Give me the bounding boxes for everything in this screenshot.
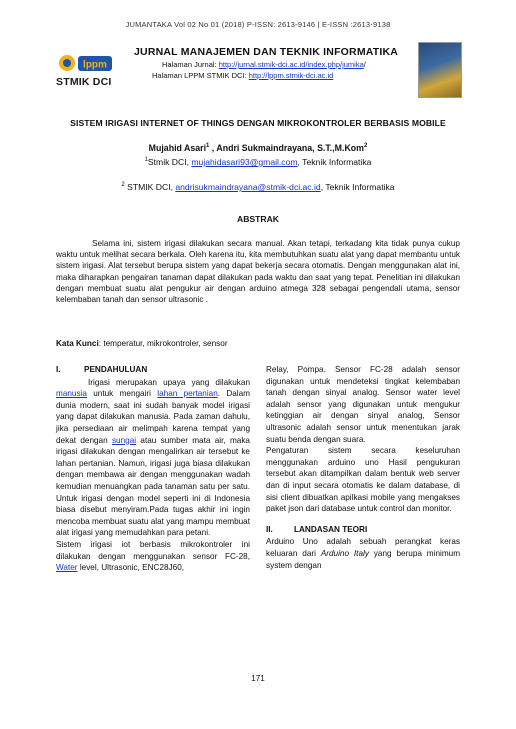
masthead <box>56 42 468 98</box>
journal-title: JURNAL MANAJEMEN DAN TEKNIK INFORMATIKA <box>134 46 399 58</box>
affil-1-sup: 1 <box>144 157 148 164</box>
journal-page-label: Halaman Jurnal: <box>162 60 219 69</box>
lppm-logo-icon <box>58 52 114 74</box>
affil-2-sup: 2 <box>121 182 125 189</box>
section-1-paragraph-2: Sistem irigasi iot berbasis mikrokontroler ini dilakukan dengan menggunakan sensor FC-28, Water level, Ultrasonic, ENC28J60, <box>56 539 250 573</box>
journal-info <box>122 46 402 80</box>
section-1-heading <box>56 364 250 376</box>
affil-2-post: , Teknik Informatika <box>320 182 395 192</box>
section-1-paragraph-4: Pengaturan sistem secara keseluruhan menggunakan arduino uno Hasil pengukuran tersebut akan ditampilkan dalam bentuk web server dan di input secara otomatis ke dalam database, di sisi client dibuatkan apilkasi mobile yang mengakses paket json dari database untuk control dan monitor. <box>266 446 460 514</box>
journal-cover-image <box>418 42 462 98</box>
author-2-email-link[interactable]: andrisukmaindrayana@stmik-dci.ac.id <box>175 182 321 192</box>
lppm-logo-text: lppm <box>83 59 107 71</box>
page-number: 171 <box>251 674 265 683</box>
section-2-paragraph-1: Arduino Uno adalah sebuah perangkat keras keluaran dari Arduino Italy yang berupa minimum system dengan <box>266 537 461 570</box>
link-sungai[interactable]: sungai <box>111 435 137 445</box>
lppm-page-link[interactable]: http://lppm.stmik-dci.ac.id <box>248 71 334 80</box>
running-head: JUMANTAKA Vol 02 No 01 (2018) P-ISSN: 2613-9146 | E-ISSN :2613-9138 <box>125 20 391 29</box>
keywords-label: Kata Kunci <box>56 339 99 348</box>
link-manusia[interactable]: manusia <box>56 389 87 399</box>
journal-page-line <box>162 60 402 69</box>
journal-page-suffix: / <box>363 60 366 69</box>
link-water[interactable]: Water <box>56 563 78 573</box>
paper-title: SISTEM IRIGASI INTERNET OF THINGS DENGAN MIKROKONTROLER BERBASIS MOBILE <box>70 118 446 128</box>
column-right <box>266 364 460 571</box>
authors-line <box>0 143 516 153</box>
abstract-body: Selama ini, sistem irigasi dilakukan secara manual. Akan tetapi, terkadang kita tidak punya cukup waktu untuk melihat secara berkala. Oleh karena itu, kita membutuhkan suatu alat yang dapat membantu untuk sistem irigasi. Alat tersebut berupa sistem yang dapat bekerja secara otomatis. Dengan menggunakan alat ini, maka diharapkan pengairan tanaman dapat dilakukan pada waktu dan saat yang tepat. Penelitian ini dilakukan dengan membuat suatu alat pengukur air dengan arduino atmega 328 sebagai pengendali utama, sensor kelembaban tanah dan sensor ultrasonic . <box>56 239 460 305</box>
affil-1-post: , Teknik Informatika <box>297 157 372 167</box>
section-2-number: II. <box>266 524 273 534</box>
affil-2-pre: STMIK DCI, <box>124 182 176 192</box>
section-2-title: LANDASAN TEORI <box>294 524 368 534</box>
affiliation-1 <box>0 157 516 167</box>
section-2-heading <box>266 524 460 536</box>
link-lahan-pertanian[interactable]: lahan pertanian <box>157 389 218 399</box>
lppm-page-label: Halaman LPPM STMIK DCI: <box>152 71 249 80</box>
affil-1-pre: Stmik DCI, <box>147 157 192 167</box>
section-1-paragraph-1: Irigasi merupakan upaya yang dilakukan manusia untuk mengairi lahan pertanian. Dalam dunia modern, saat ini sudah banyak model irigasi yang dapat dilakukan manusia. Pada zaman dahulu, jika persediaan air melimpah karena tempat yang dekat dengan sungai atau sumber mata air, maka irigasi dilakukan dengan mengalirkan air tersebut ke lahan pertanian. Namun, irigasi juga biasa dilakukan dengan membawa air dengan menggunakan wadah kemudian menuangkan pada tanaman satu per satu. Untuk irigasi dengan model seperti ini di Indonesia biasa disebut menyiram.Pada tugas akhir ini ingin mencoba membuat suatu alat yang mampu membuat alat irigasi yang memudahkan para petani. <box>56 377 250 538</box>
abstract-heading: ABSTRAK <box>236 214 279 224</box>
author-1-email-link[interactable]: mujahidasari93@gmail.com <box>191 157 298 167</box>
stmik-dci-logo <box>56 50 116 94</box>
section-1-paragraph-3: Relay, Pompa. Sensor FC-28 adalah sensor digunakan untuk mendeteksi tingkat kelembaban tanah dengan sinyal analog. Sensor water level adalah sensor yang digunakan untuk mengukur ketinggian air dengan sinyal analog, Sensor ultrasonic adalah sensor untuk menentukan jarak suatu benda dengan suara. <box>266 365 460 444</box>
arduino-italy: Arduino Italy <box>320 548 369 558</box>
journal-page-link[interactable]: http://jurnal.stmik-dci.ac.id/index.php/jumika <box>218 60 364 69</box>
author-2-sup: 2 <box>364 143 368 150</box>
author-1: Mujahid Asari <box>148 143 207 153</box>
section-1-number: I. <box>56 365 61 374</box>
author-1-sup: 1 <box>206 143 210 150</box>
affiliation-2 <box>0 182 516 192</box>
keywords <box>56 338 460 349</box>
column-left <box>56 364 250 574</box>
keywords-list: : temperatur, mikrokontroler, sensor <box>98 339 228 348</box>
logo-text: STMIK DCI <box>56 76 112 88</box>
section-1-title: PENDAHULUAN <box>84 365 148 374</box>
author-2: , Andri Sukmaindrayana, S.T.,M.Kom <box>209 143 364 153</box>
lppm-page-line <box>152 71 402 80</box>
